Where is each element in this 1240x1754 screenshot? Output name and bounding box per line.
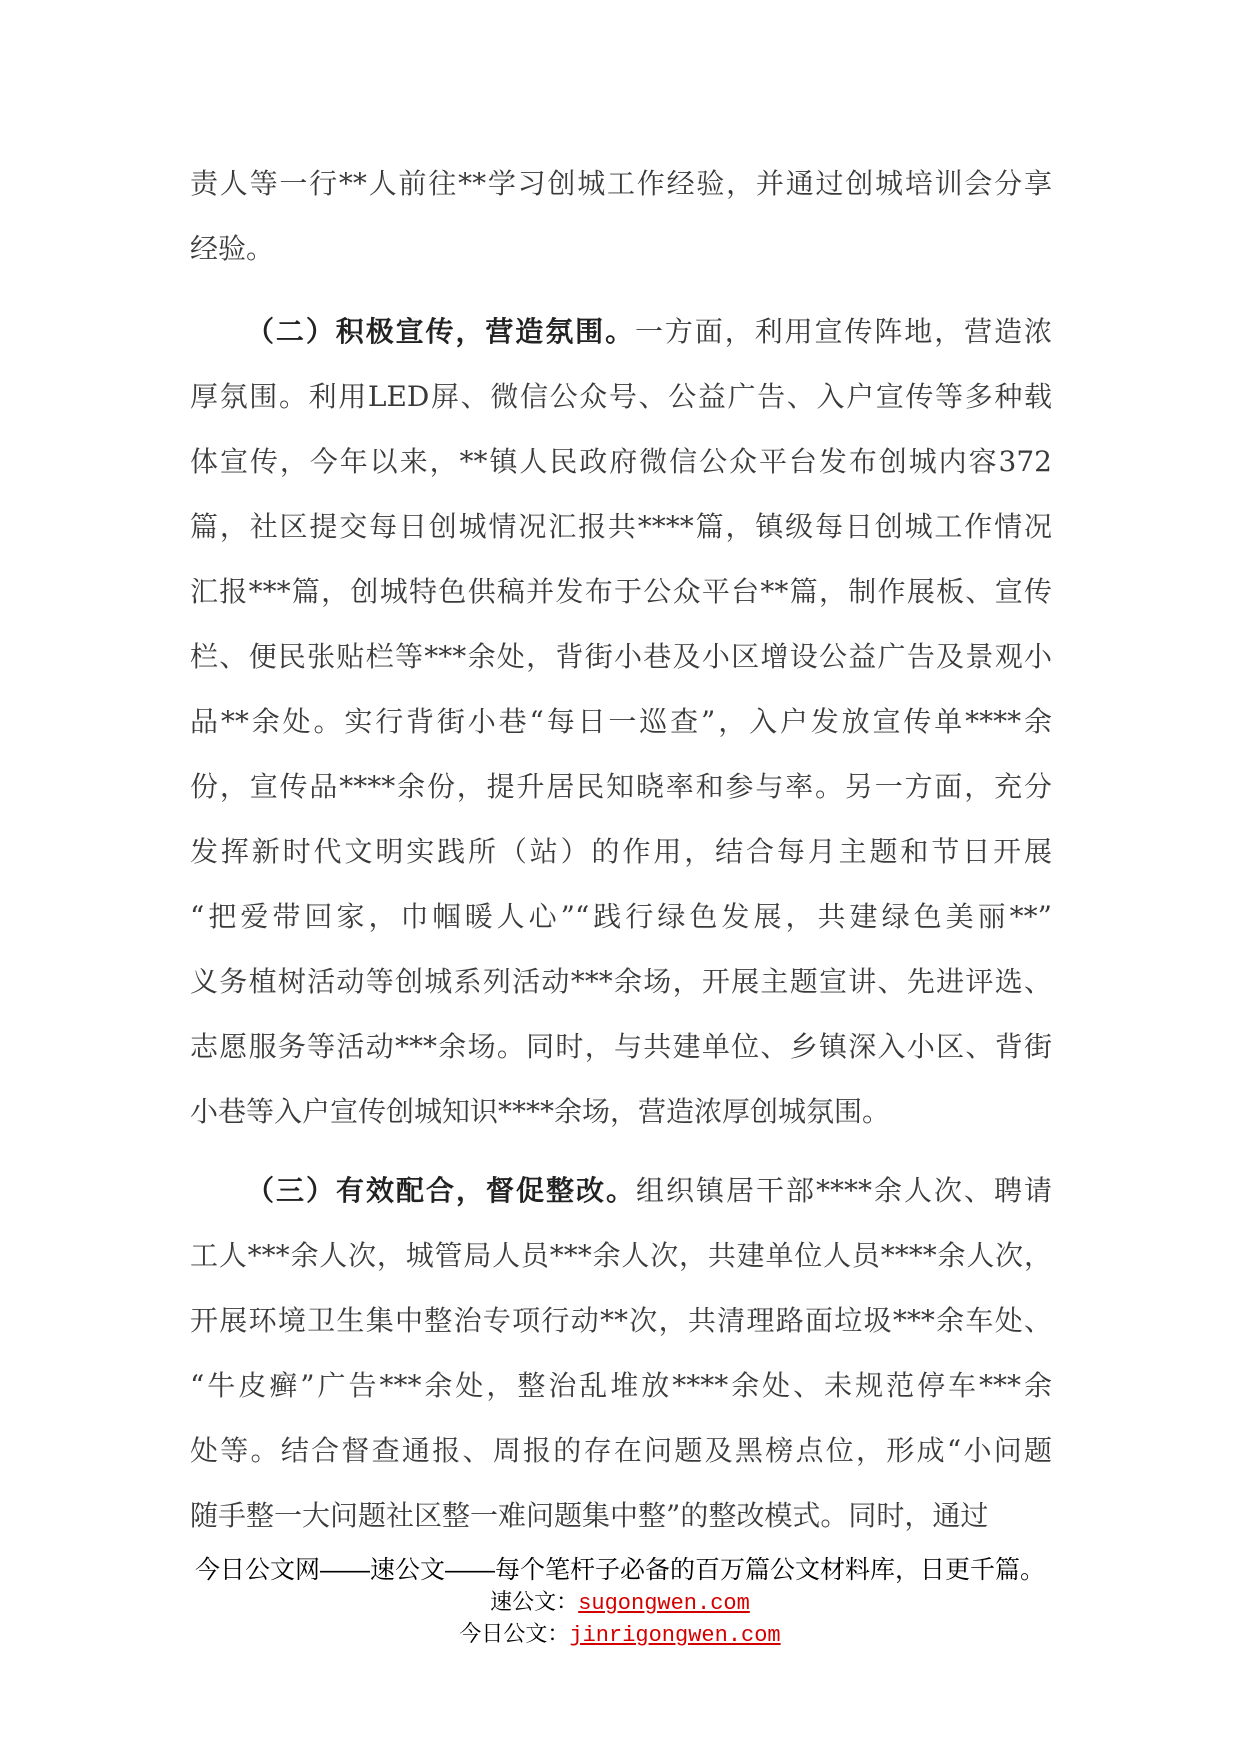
line-text: 责人等一行**人前往**学习创城工作经验，并通过创城培训会分享 [190, 167, 1052, 200]
line-text: 组织镇居干部****余人次、聘请 [636, 1174, 1052, 1207]
paragraph-line [190, 229, 1052, 269]
line-text: 义务植树活动等创城系列活动***余场，开展主题宣讲、先进评选、 [190, 965, 1052, 998]
paragraph-line [190, 377, 1052, 417]
line-text: 厚氛围。利用LED屏、微信公众号、公益广告、入户宣传等多种载 [190, 380, 1052, 413]
paragraph-line [190, 1496, 1052, 1536]
paragraph-line [190, 442, 1052, 482]
paragraph-line [190, 1431, 1052, 1471]
line-text: 开展环境卫生集中整治专项行动**次，共清理路面垃圾***余车处、 [190, 1304, 1052, 1337]
line-text: 处等。结合督查通报、周报的存在问题及黑榜点位，形成“小问题 [190, 1434, 1052, 1467]
line-text: 经验。 [190, 232, 275, 265]
line-text: 品**余处。实行背街小巷“每日一巡查”，入户发放宣传单****余 [190, 705, 1052, 738]
line-text: “把爱带回家，巾帼暖人心”“践行绿色发展，共建绿色美丽**” [190, 900, 1052, 933]
paragraph-line [190, 897, 1052, 937]
site1-link[interactable]: sugongwen.com [578, 1591, 750, 1616]
footer-site2 [0, 1617, 1240, 1648]
paragraph-line [190, 1092, 1052, 1132]
paragraph-line [190, 962, 1052, 1002]
section-heading: （三）有效配合，督促整改。 [246, 1174, 636, 1207]
line-text: 小巷等入户宣传创城知识****余场，营造浓厚创城氛围。 [190, 1095, 891, 1128]
line-text: “牛皮癣”广告***余处，整治乱堆放****余处、未规范停车***余 [190, 1369, 1052, 1402]
paragraph-line [190, 767, 1052, 807]
paragraph-line [246, 312, 1052, 352]
line-text: 篇，社区提交每日创城情况汇报共****篇，镇级每日创城工作情况 [190, 510, 1052, 543]
line-text: 一方面，利用宣传阵地，营造浓 [635, 315, 1052, 348]
paragraph-line [190, 1301, 1052, 1341]
paragraph-line [190, 572, 1052, 612]
line-text: 栏、便民张贴栏等***余处，背街小巷及小区增设公益广告及景观小 [190, 640, 1052, 673]
paragraph-line [190, 507, 1052, 547]
site1-label: 速公文： [490, 1589, 579, 1614]
paragraph-line [190, 1027, 1052, 1067]
footer-site1 [0, 1585, 1240, 1616]
paragraph-line [246, 1171, 1052, 1211]
line-text: 份，宣传品****余份，提升居民知晓率和参与率。另一方面，充分 [190, 770, 1052, 803]
paragraph-line [190, 164, 1052, 204]
site2-label: 今日公文： [459, 1621, 570, 1646]
line-text: 志愿服务等活动***余场。同时，与共建单位、乡镇深入小区、背街 [190, 1030, 1052, 1063]
paragraph-line [190, 1366, 1052, 1406]
line-text: 随手整一大问题社区整一难问题集中整”的整改模式。同时，通过 [190, 1499, 989, 1532]
line-text: 汇报***篇，创城特色供稿并发布于公众平台**篇，制作展板、宣传 [190, 575, 1052, 608]
paragraph-line [190, 832, 1052, 872]
site2-link[interactable]: jinrigongwen.com [569, 1623, 781, 1648]
line-text: 体宣传，今年以来，**镇人民政府微信公众平台发布创城内容372 [190, 445, 1052, 478]
section-heading: （二）积极宣传，营造氛围。 [246, 315, 635, 348]
paragraph-line [190, 637, 1052, 677]
line-text: 发挥新时代文明实践所（站）的作用，结合每月主题和节日开展 [190, 835, 1052, 868]
line-text: 工人***余人次，城管局人员***余人次，共建单位人员****余人次， [190, 1239, 1052, 1272]
paragraph-line [190, 1236, 1052, 1276]
paragraph-line [190, 702, 1052, 742]
footer-slogan: 今日公文网——速公文——每个笔杆子必备的百万篇公文材料库，日更千篇。 [194, 1556, 1045, 1584]
